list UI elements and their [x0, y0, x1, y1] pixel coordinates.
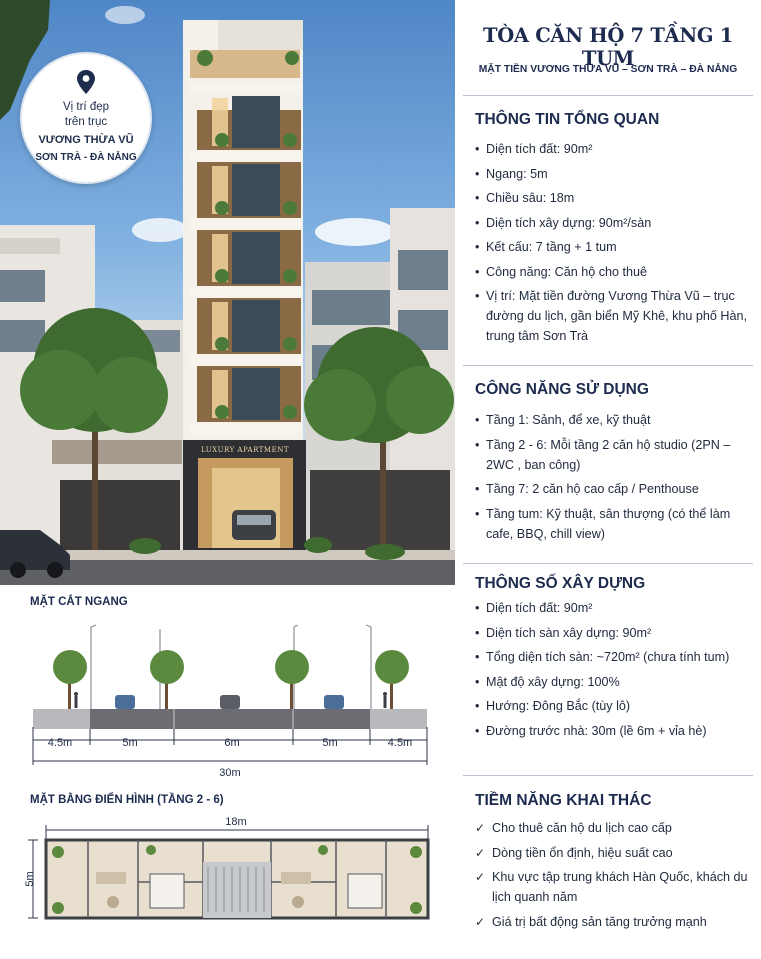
segment-label: 5m [122, 737, 138, 749]
segment-label: 4.5m [387, 737, 413, 749]
divider [463, 95, 753, 96]
list-item: • Diện tích xây dựng: 90m²/sàn [475, 213, 757, 233]
badge-line-2: trên trục [64, 116, 108, 128]
segment-label: 6m [224, 737, 240, 749]
usage-title: CÔNG NĂNG SỬ DỤNG [475, 381, 649, 398]
divider [463, 563, 753, 564]
sub-title: MẶT TIỀN VƯƠNG THỪA VŨ – SƠN TRÀ – ĐÀ NẴNG [478, 64, 738, 75]
list-item: • Vị trí: Mặt tiền đường Vương Thừa Vũ – trục đường du lịch, gần biển Mỹ Khê, khu phố Hàn, trung tâm Sơn Trà [475, 286, 757, 346]
list-item: ✓ Cho thuê căn hộ du lịch cao cấp [475, 818, 757, 838]
plan-width-label: 5m [24, 871, 36, 887]
plan-length-label: 18m [225, 816, 247, 828]
list-item: • Hướng: Đông Bắc (tùy lô) [475, 696, 757, 716]
list-item: • Tầng 7: 2 căn hộ cao cấp / Penthouse [475, 479, 757, 499]
list-item: • Mật độ xây dựng: 100% [475, 672, 757, 692]
specs-title: THÔNG SỐ XÂY DỰNG [475, 575, 646, 592]
segment-label: 5m [322, 737, 338, 749]
list-item: • Chiều sâu: 18m [475, 188, 757, 208]
potential-list [475, 818, 757, 936]
list-item: ✓ Dòng tiền ổn định, hiệu suất cao [475, 843, 757, 863]
divider [463, 365, 753, 366]
list-item: • Công năng: Căn hộ cho thuê [475, 262, 757, 282]
overview-title: THÔNG TIN TỔNG QUAN [475, 111, 660, 128]
potential-title: TIỀM NĂNG KHAI THÁC [475, 792, 652, 809]
specs-list [475, 598, 757, 745]
badge-line-4: SƠN TRÀ - ĐÀ NẴNG [35, 152, 137, 163]
list-item: • Tầng 1: Sảnh, để xe, kỹ thuật [475, 410, 757, 430]
list-item: • Diện tích đất: 90m² [475, 598, 757, 618]
cross-section-diagram [22, 615, 442, 785]
building-sign: LUXURY APARTMENT [200, 446, 289, 454]
main-title: TÒA CĂN HỘ 7 TẦNG 1 TUM [482, 24, 733, 70]
cross-section-title: MẶT CẮT NGANG [30, 596, 128, 608]
building-rendering [0, 0, 455, 585]
list-item: • Tầng tum: Kỹ thuật, sân thượng (có thể làm cafe, BBQ, chill view) [475, 504, 757, 544]
list-item: • Diện tích sàn xây dựng: 90m² [475, 623, 757, 643]
floor-plan-diagram [18, 812, 438, 952]
list-item: • Ngang: 5m [475, 164, 757, 184]
overview-list [475, 139, 757, 351]
floor-plan-title: MẶT BẰNG ĐIỂN HÌNH (TẦNG 2 - 6) [30, 794, 224, 806]
list-item: • Diện tích đất: 90m² [475, 139, 757, 159]
list-item: • Tổng diện tích sàn: ~720m² (chưa tính tum) [475, 647, 757, 667]
usage-list [475, 410, 757, 548]
list-item: • Kết cấu: 7 tầng + 1 tum [475, 237, 757, 257]
location-pin-icon [77, 70, 95, 94]
list-item: ✓ Giá trị bất động sản tăng trưởng mạnh [475, 912, 757, 932]
total-width-label: 30m [219, 767, 241, 779]
divider [463, 775, 753, 776]
badge-line-3: VƯƠNG THỪA VŨ [38, 134, 134, 146]
list-item: • Tầng 2 - 6: Mỗi tầng 2 căn hộ studio (2PN – 2WC , ban công) [475, 435, 757, 475]
badge-line-1: Vị trí đẹp [62, 101, 110, 113]
list-item: • Đường trước nhà: 30m (lề 6m + vỉa hè) [475, 721, 757, 741]
segment-label: 4.5m [47, 737, 73, 749]
list-item: ✓ Khu vực tập trung khách Hàn Quốc, khách du lịch quanh năm [475, 867, 757, 907]
location-badge [20, 52, 152, 184]
info-panel [455, 0, 761, 959]
